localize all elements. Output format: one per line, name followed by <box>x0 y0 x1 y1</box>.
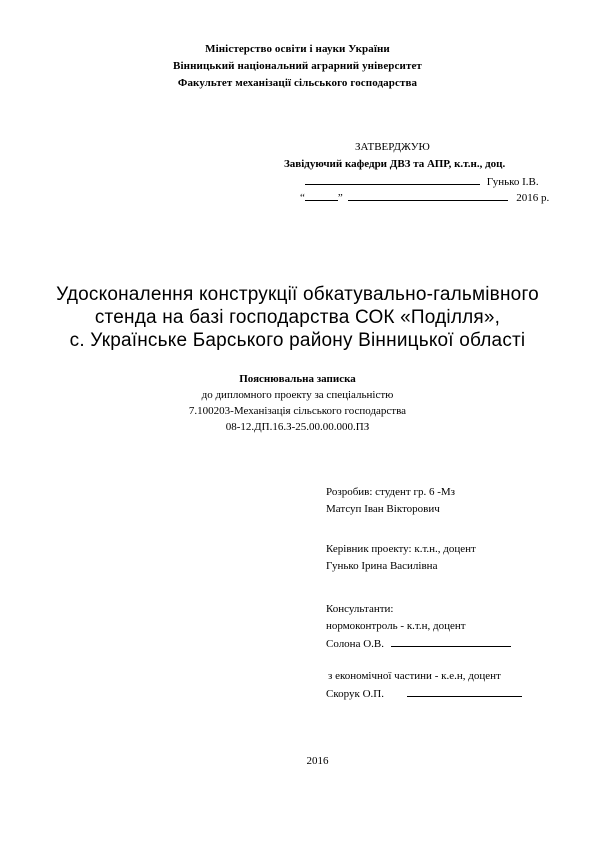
note-line-1: до дипломного проекту за спеціальністю <box>201 389 394 401</box>
approval-signature-row <box>305 174 539 188</box>
economics-label: з економічної частини - к.е.н, доцент <box>328 670 501 682</box>
note-line-2: 7.100203-Механізація сільського господарства <box>188 405 407 417</box>
economics-signature-line <box>407 686 522 697</box>
date-open-quote: “ <box>300 192 305 204</box>
supervisor-label: Керівник проекту: к.т.н., доцент <box>326 543 476 555</box>
footer-year: 2016 <box>306 755 329 767</box>
consultants-heading: Консультанти: <box>326 603 394 615</box>
signature-line <box>305 174 480 185</box>
normcontrol-signature-line <box>391 636 511 647</box>
normcontrol-row <box>326 636 511 650</box>
faculty-line: Факультет механізації сільського господарства <box>177 77 418 89</box>
month-line <box>348 190 508 201</box>
title-line-1: Удосконалення конструкції обкатувально-гальмівного <box>56 284 539 305</box>
title-line-2: стенда на базі господарства СОК «Поділля», <box>94 307 501 328</box>
normcontrol-name: Солона О.В. <box>326 638 384 650</box>
university-line: Вінницький національний аграрний університет <box>173 60 422 72</box>
developer-label: Розробив: студент гр. 6 -Мз <box>326 486 455 498</box>
date-close-quote: ” <box>337 192 343 204</box>
document-code: 08-12.ДП.16.З-25.00.00.000.ПЗ <box>225 421 370 433</box>
approval-date-row <box>300 190 549 204</box>
approval-position: Завідуючий кафедри ДВЗ та АПР, к.т.н., доц. <box>284 158 506 170</box>
note-heading: Пояснювальна записка <box>239 373 356 385</box>
approval-name: Гунько І.В. <box>486 176 539 188</box>
economics-row <box>326 686 522 700</box>
title-line-3: с. Українське Барського району Вінницької області <box>69 330 526 351</box>
developer-name: Матсуп Іван Вікторович <box>326 503 440 515</box>
normcontrol-label: нормоконтроль - к.т.н, доцент <box>326 620 466 632</box>
ministry-line: Міністерство освіти і науки України <box>205 43 390 55</box>
day-line <box>305 190 338 201</box>
supervisor-name: Гунько Ірина Василівна <box>326 560 438 572</box>
economics-name: Скорук О.П. <box>326 688 384 700</box>
approval-year: 2016 р. <box>516 192 550 204</box>
approval-heading: ЗАТВЕРДЖУЮ <box>355 141 430 153</box>
